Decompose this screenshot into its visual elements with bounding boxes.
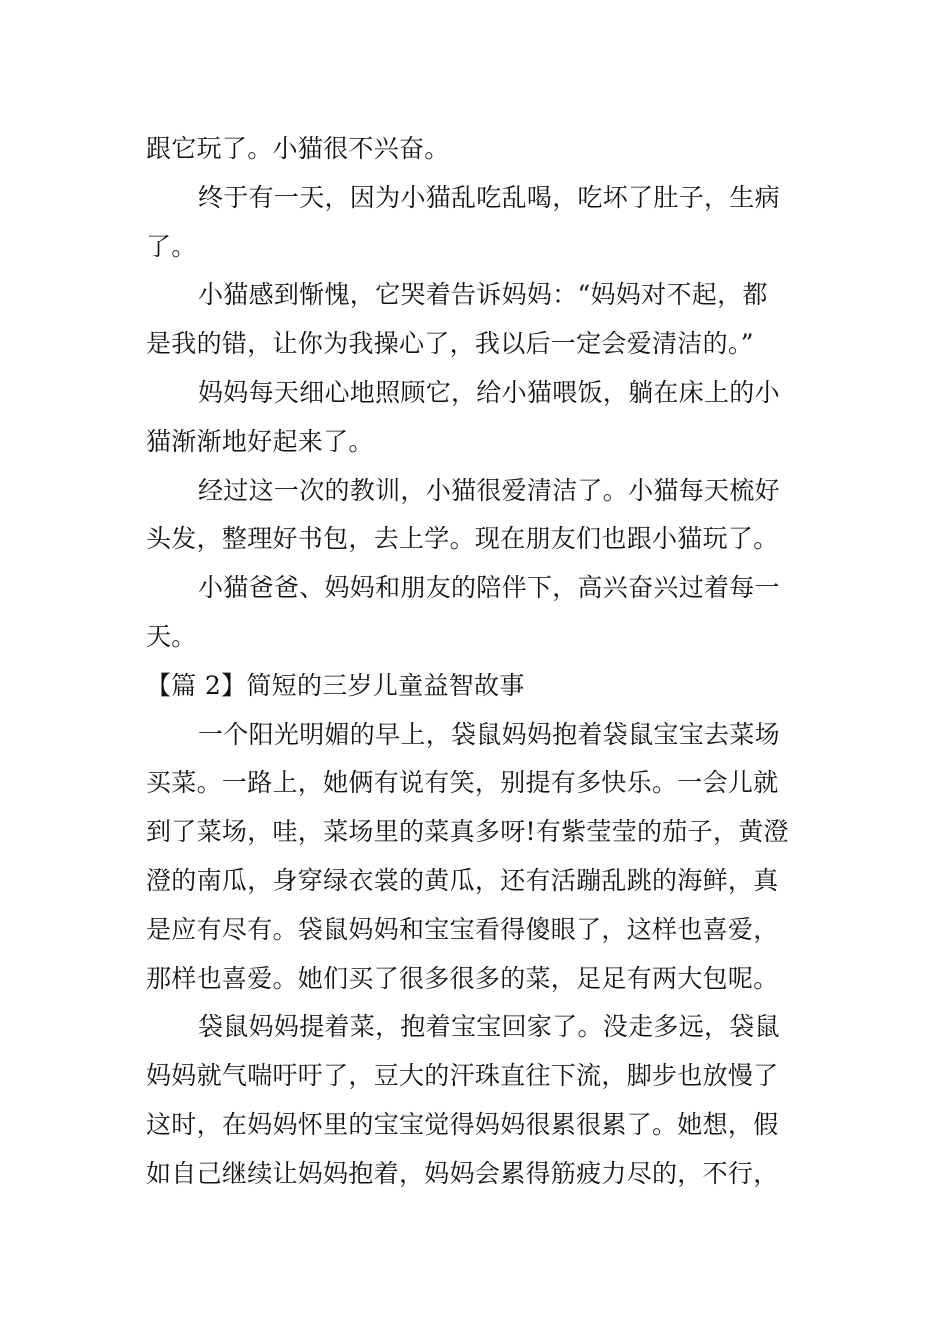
text-line: 小猫感到惭愧，它哭着告诉妈妈：“妈妈对不起，都 [198, 280, 768, 310]
text-line: 天。 [146, 621, 197, 651]
text-line: 经过这一次的教训，小猫很爱清洁了。小猫每天梳好 [198, 475, 780, 505]
text-line: 那样也喜爱。她们买了很多很多的菜，足足有两大包呢。 [146, 963, 779, 993]
text-line: 妈妈就气喘吁吁了，豆大的汗珠直往下流，脚步也放慢了 [146, 1061, 779, 1091]
text-line: 是应有尽有。袋鼠妈妈和宝宝看得傻眼了，这样也喜爱， [146, 914, 779, 944]
text-line: 袋鼠妈妈提着菜，抱着宝宝回家了。没走多远，袋鼠 [198, 1012, 780, 1042]
text-line: 妈妈每天细心地照顾它，给小猫喂饭，躺在床上的小 [198, 377, 780, 407]
text-line: 买菜。一路上，她俩有说有笑，别提有多快乐。一会儿就 [146, 768, 779, 798]
text-line: 终于有一天，因为小猫乱吃乱喝，吃坏了肚子，生病 [198, 182, 780, 212]
text-line: 是我的错，让你为我操心了，我以后一定会爱清洁的。” [146, 329, 754, 359]
section-heading: 【篇 2】简短的三岁儿童益智故事 [146, 670, 525, 700]
text-line: 如自己继续让妈妈抱着，妈妈会累得筋疲力尽的，不行， [146, 1158, 779, 1188]
text-line: 头发，整理好书包，去上学。现在朋友们也跟小猫玩了。 [146, 524, 779, 554]
text-line: 跟它玩了。小猫很不兴奋。 [146, 134, 450, 163]
document-page [146, 125, 806, 1199]
text-line: 澄的南瓜，身穿绿衣裳的黄瓜，还有活蹦乱跳的海鲜，真 [146, 865, 779, 895]
text-line: 一个阳光明媚的早上，袋鼠妈妈抱着袋鼠宝宝去菜场 [198, 719, 780, 749]
text-line: 了。 [146, 231, 197, 261]
text-line: 小猫爸爸、妈妈和朋友的陪伴下，高兴奋兴过着每一 [198, 573, 780, 603]
text-line: 这时，在妈妈怀里的宝宝觉得妈妈很累很累了。她想，假 [146, 1109, 779, 1139]
text-line: 猫渐渐地好起来了。 [146, 426, 374, 456]
text-line: 到了菜场，哇，菜场里的菜真多呀!有紫莹莹的茄子，黄澄 [146, 817, 789, 847]
